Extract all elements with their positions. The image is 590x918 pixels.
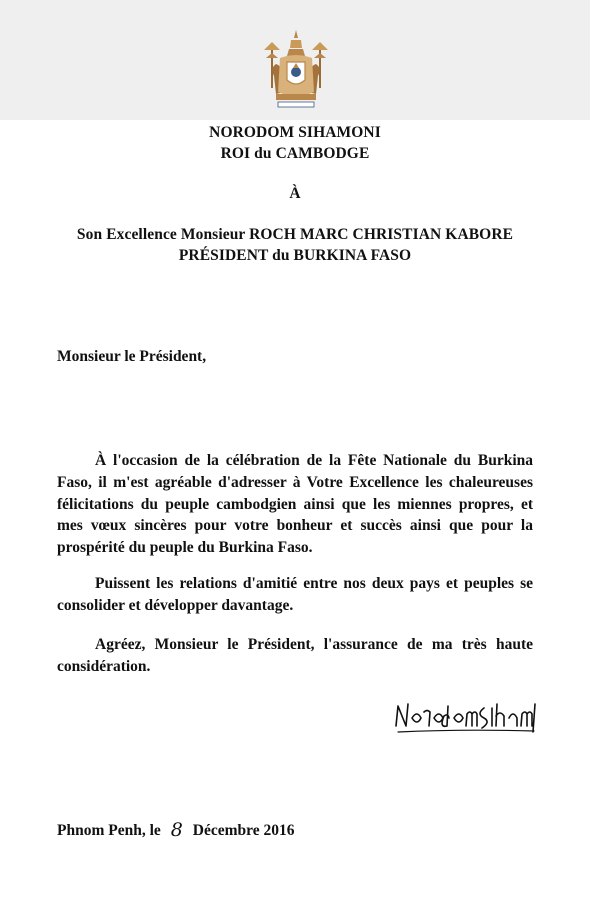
- paragraph-2: Puissent les relations d'amitié entre nos deux pays et peuples se consolider et développer davantage.: [57, 575, 533, 614]
- recipient-line1: Son Excellence Monsieur ROCH MARC CHRISTIAN KABORE: [76, 226, 514, 243]
- royal-crest-icon: [258, 28, 334, 110]
- paragraph-3: Agréez, Monsieur le Président, l'assurance de ma très haute considération.: [57, 636, 533, 675]
- recipient-line2: PRÉSIDENT du BURKINA FASO: [178, 247, 412, 264]
- sender-title: ROI du CAMBODGE: [220, 145, 370, 162]
- signature-icon: [392, 696, 542, 736]
- sender-name: NORODOM SIHAMONI: [209, 124, 381, 141]
- paragraph-1: À l'occasion de la célébration de la Fête Nationale du Burkina Faso, il m'est agréable d'adresser à Votre Excellence les chaleureuses félicitations du peuple cambodgien ainsi que les miennes propres, et mes vœux sincères pour votre bonheur et succès ainsi que pour la prospérité du peuple du Burkina Faso.: [57, 452, 533, 557]
- date-place: Phnom Penh, le: [57, 822, 161, 839]
- date-line: [57, 818, 295, 840]
- salutation: Monsieur le Président,: [57, 348, 207, 365]
- date-day: 8: [170, 819, 183, 841]
- to-marker: À: [289, 185, 301, 202]
- date-month-year: Décembre 2016: [192, 822, 295, 839]
